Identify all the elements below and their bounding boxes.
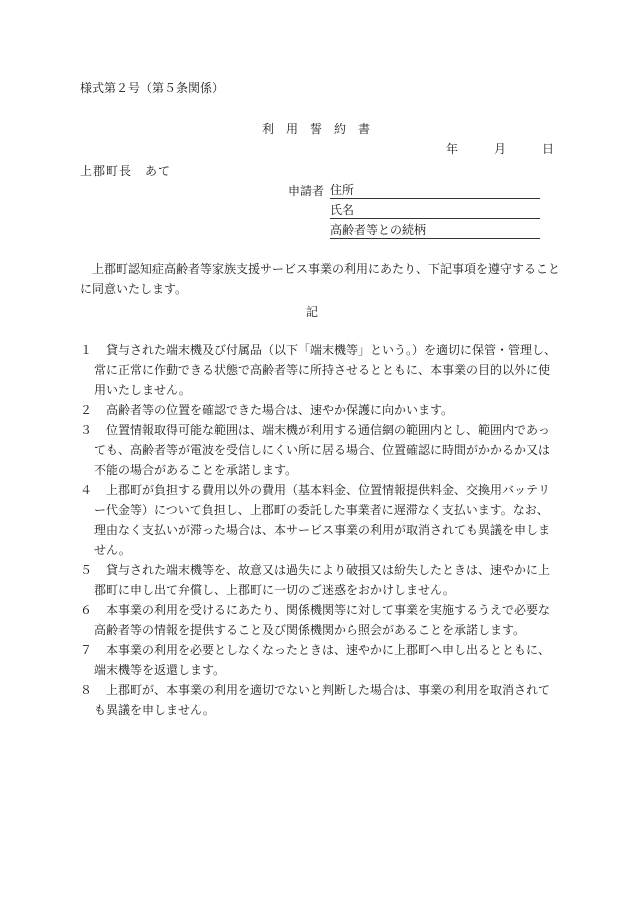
ki-heading: 記	[306, 305, 319, 319]
item-text: 貸与された端末機等を、故意又は過失により破損又は紛失したときは、速やかに上郡町に申し出て弁償し、上郡町に一切のご迷惑をおかけしません。	[94, 563, 551, 597]
intro-paragraph	[80, 259, 560, 299]
name-field[interactable]	[330, 201, 540, 219]
list-item	[80, 560, 560, 600]
item-number: ３	[80, 423, 93, 437]
address-label: 住所	[330, 183, 355, 197]
list-item	[80, 400, 560, 420]
date-month-label: 月	[494, 142, 507, 156]
item-text: 高齢者等の位置を確認できた場合は、速やか保護に向かいます。	[106, 403, 454, 417]
list-item	[80, 640, 560, 680]
list-item	[80, 340, 560, 400]
relation-label: 高齢者等との続柄	[330, 223, 427, 237]
item-text: 本事業の利用を必要としなくなったときは、速やかに上郡町へ申し出るとともに、端末機等を返還します。	[94, 643, 551, 677]
item-number: １	[80, 343, 93, 357]
document-title: 利用誓約書	[262, 122, 383, 136]
item-number: ６	[80, 603, 93, 617]
item-number: ８	[80, 683, 93, 697]
item-number: ４	[80, 483, 93, 497]
item-number: ２	[80, 403, 93, 417]
list-item	[80, 600, 560, 640]
form-number: 様式第２号（第５条関係）	[80, 81, 225, 95]
list-item	[80, 420, 560, 480]
list-item	[80, 680, 560, 720]
item-text: 上郡町が負担する費用以外の費用（基本料金、位置情報提供料金、交換用バッテリー代金等）について負担し、上郡町の委託した事業者に遅滞なく支払います。なお、理由なく支払いが滞った場合は、本サービス事業の利用が取消されても異議を申しません。	[94, 483, 551, 557]
address-field[interactable]	[330, 181, 540, 199]
applicant-label: 申請者	[288, 184, 325, 198]
item-text: 本事業の利用を受けるにあたり、関係機関等に対して事業を実施するうえで必要な高齢者等の情報を提供すること及び関係機関から照会があることを承諾します。	[94, 603, 551, 637]
date-day-label: 日	[542, 142, 555, 156]
date-year-label: 年	[446, 142, 459, 156]
list-item	[80, 480, 560, 560]
item-number: ７	[80, 643, 93, 657]
item-number: ５	[80, 563, 93, 577]
terms-list	[80, 340, 560, 720]
item-text: 上郡町が、本事業の利用を適切でないと判断した場合は、事業の利用を取消されても異議を申しません。	[94, 683, 551, 717]
relation-field[interactable]	[330, 221, 540, 239]
intro-text: 上郡町認知症高齢者等家族支援サービス事業の利用にあたり、下記事項を遵守することに同意いたします。	[80, 262, 561, 296]
item-text: 位置情報取得可能な範囲は、端末機が利用する通信網の範囲内とし、範囲内であっても、高齢者等が電波を受信しにくい所に居る場合、位置確認に時間がかかるか又は不能の場合があることを承諾します。	[94, 423, 551, 477]
recipient-line: 上郡町長 あて	[80, 164, 172, 178]
item-text: 貸与された端末機及び付属品（以下「端末機等」という。）を適切に保管・管理し、常に正常に作動できる状態で高齢者等に所持させるとともに、本事業の目的以外に使用いたしません。	[94, 343, 557, 397]
name-label: 氏名	[330, 203, 355, 217]
